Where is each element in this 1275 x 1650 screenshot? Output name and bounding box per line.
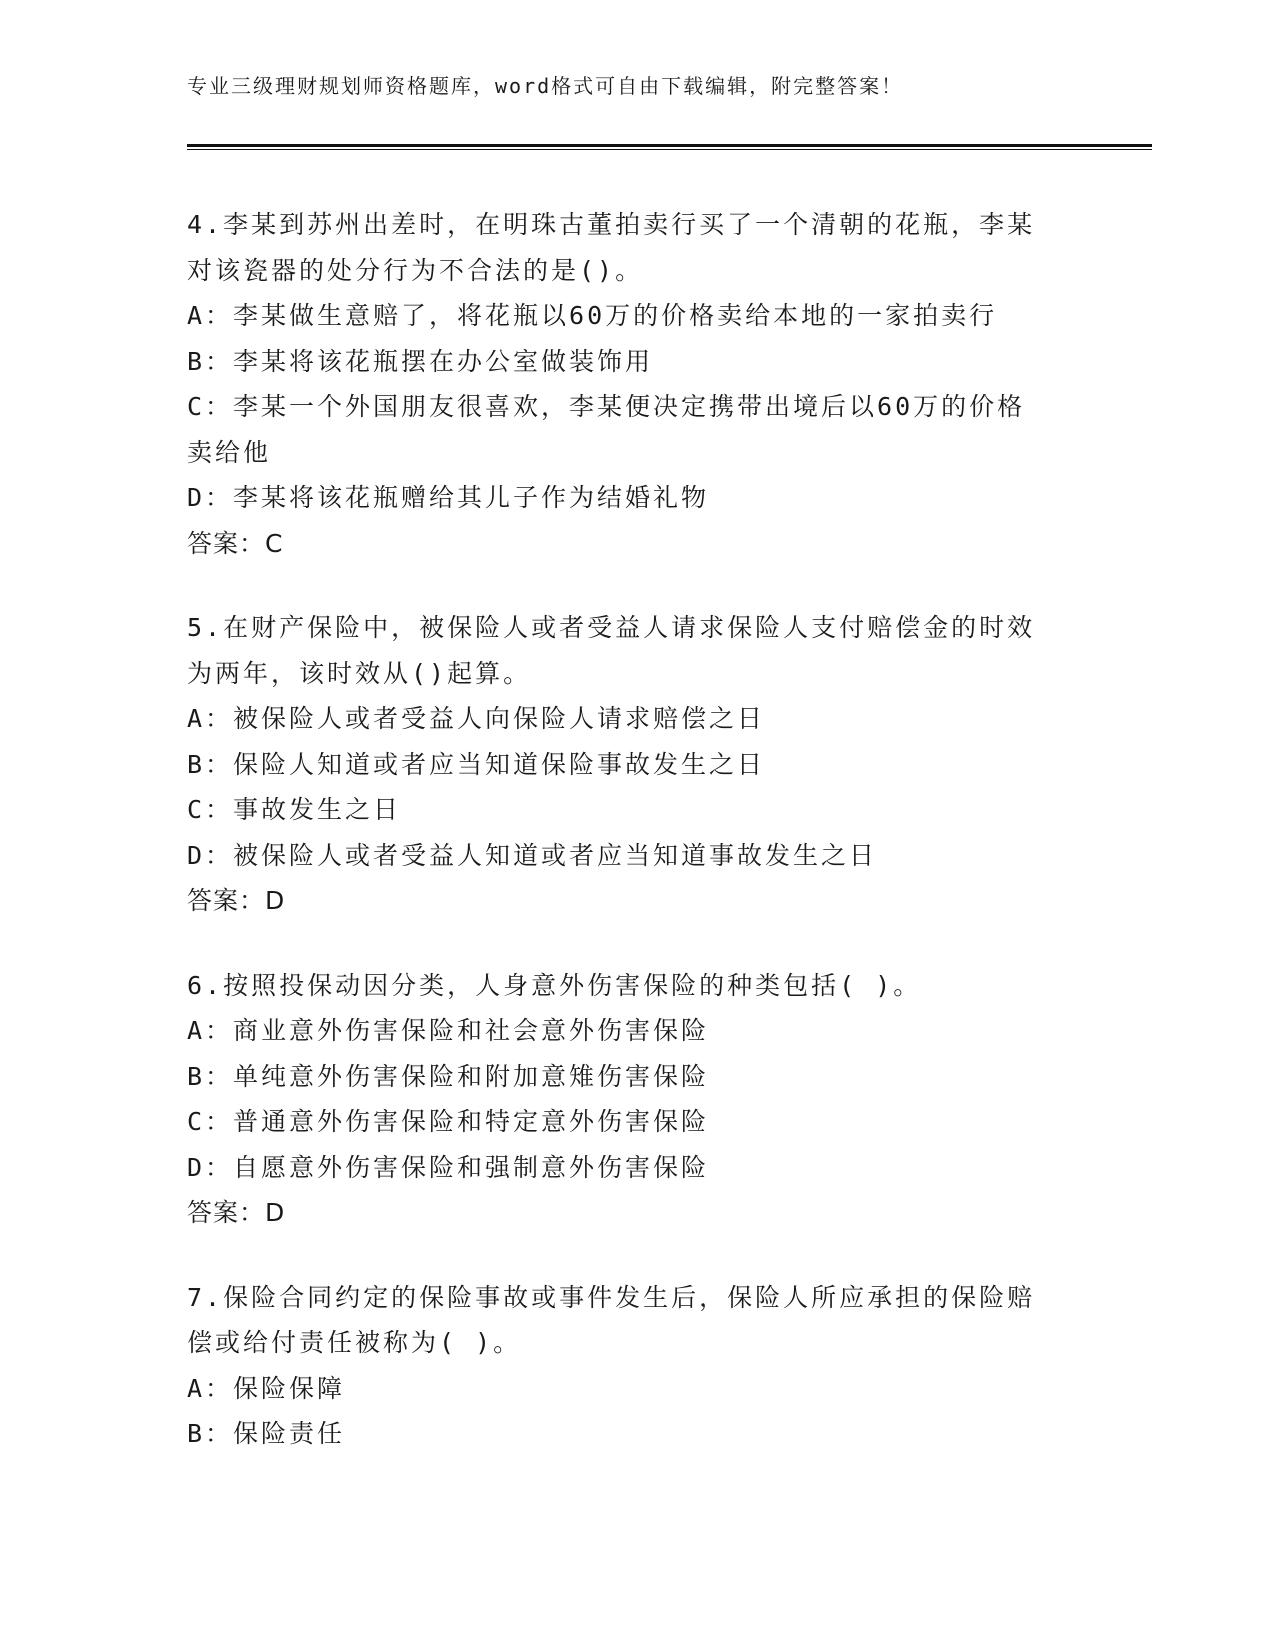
question-stem: 5.在财产保险中，被保险人或者受益人请求保险人支付赔偿金的时效 [187,613,1036,642]
page-header: 专业三级理财规划师资格题库，word格式可自由下载编辑，附完整答案！ [187,74,904,98]
option-c: C：李某一个外国朋友很喜欢，李某便决定携带出境后以60万的价格 [187,392,1026,421]
option-b: B：保险人知道或者应当知道保险事故发生之日 [187,749,766,779]
question-list [187,202,1057,1496]
option-a: A：李某做生意赔了，将花瓶以60万的价格卖给本地的一家拍卖行 [187,301,998,330]
question-stem: 偿或给付责任被称为( )。 [187,1328,522,1357]
header-divider-thin [187,149,1152,150]
option-c-continued: 卖给他 [187,437,272,467]
header-divider [187,144,1152,147]
question-item [187,1275,1057,1457]
option-d: D：李某将该花瓶赠给其儿子作为结婚礼物 [187,483,710,512]
question-stem: 7.保险合同约定的保险事故或事件发生后，保险人所应承担的保险赔 [187,1282,1036,1312]
option-a: A：商业意外伤害保险和社会意外伤害保险 [187,1016,710,1045]
question-stem: 为两年，该时效从()起算。 [187,658,532,688]
option-c: C：事故发生之日 [187,795,402,824]
option-a: A：被保险人或者受益人向保险人请求赔偿之日 [187,704,766,733]
option-b: B：李某将该花瓶摆在办公室做装饰用 [187,346,654,376]
question-stem: 4.李某到苏州出差时，在明珠古董拍卖行买了一个清朝的花瓶，李某 [187,210,1036,239]
option-d: D：被保险人或者受益人知道或者应当知道事故发生之日 [187,840,878,870]
option-b: B：保险责任 [187,1419,346,1448]
answer-label: 答案：D [187,1198,286,1227]
question-item [187,202,1057,566]
question-stem: 6.按照投保动因分类，人身意外伤害保险的种类包括( )。 [187,970,922,1000]
answer-label: 答案：C [187,528,284,558]
answer-label: 答案：D [187,886,286,915]
option-d: D：自愿意外伤害保险和强制意外伤害保险 [187,1152,710,1182]
question-item [187,605,1057,924]
question-item [187,963,1057,1236]
option-c: C：普通意外伤害保险和特定意外伤害保险 [187,1107,710,1136]
option-a: A：保险保障 [187,1373,346,1403]
question-stem: 对该瓷器的处分行为不合法的是()。 [187,255,644,285]
option-b: B：单纯意外伤害保险和附加意雉伤害保险 [187,1061,710,1091]
